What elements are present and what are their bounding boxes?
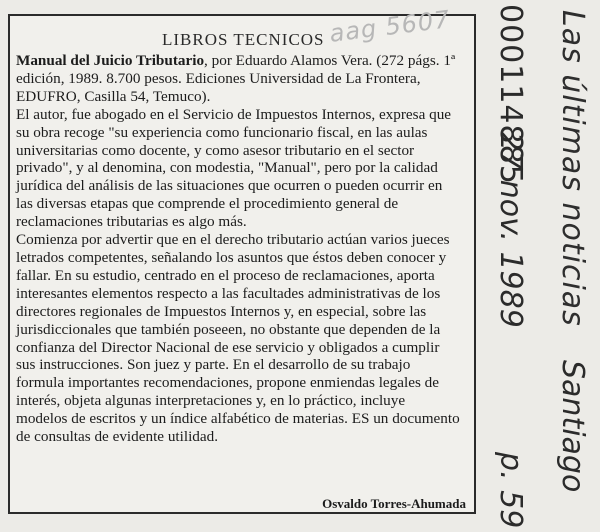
handwritten-stamp-code: aag 5607 [328,5,452,48]
place-annotation: Santiago [555,360,590,493]
page-annotation: p. 59 [493,452,528,529]
review-paragraph-2: El autor, fue abogado en el Servicio de Impuestos Internos, expresa que su obra recoge "su experiencia como funcionario fiscal, en las aulas universitarias como docente, y como asesor tributario en el sector privado", y al denomina, con modestia, "Manual", pero por la calidad jurídica del análisis de las situaciones que ocurren o pueden ocurrir en las diversas etapas que comprende el procedimiento general de reclamaciones tributarias es algo más. [16,105,452,231]
review-paragraph-1 [16,52,460,106]
record-id-annotation: 000114885 [493,4,528,185]
section-title: LIBROS TECNICOS [162,30,325,49]
book-details: , por Eduardo Alamos Vera. (272 págs. 1ª edición, 1989. 8.700 pesos. Ediciones Universidad de La Frontera, EDUFRO, Casilla 54, Temuco). [16,52,456,105]
publication-annotation: Las últimas noticias [555,10,590,327]
date-annotation: 27 nov. 1989 [493,132,528,328]
book-title: Manual del Juicio Tributario [16,52,205,69]
review-text [16,52,460,446]
review-author: Osvaldo Torres-Ahumada [322,496,466,511]
review-paragraph-3: Comienza por advertir que en el derecho tributario actúan varios jueces letrados competentes, señalando los asuntos que éstos deben conocer y fallar. En su estudio, centrado en el proceso de reclamaciones, aporta interesantes elementos respecto a las facultades administrativas de los directores regionales de Impuestos Internos y, en especial, sobre las jurisdiccionales que también poseeen, no obstante que dependen de la confianza del Director Nacional de ese servicio y obligados a cumplir sus instrucciones. Son juez y parte. En el desarrollo de su trabajo formula importantes recomendaciones, propone enmiendas legales de interés, objeta algunas interpretaciones y, en lo práctico, incluye modelos de escritos y un índice alfabético de materias. ES un documento de consultas de evidente utilidad. [16,231,460,446]
